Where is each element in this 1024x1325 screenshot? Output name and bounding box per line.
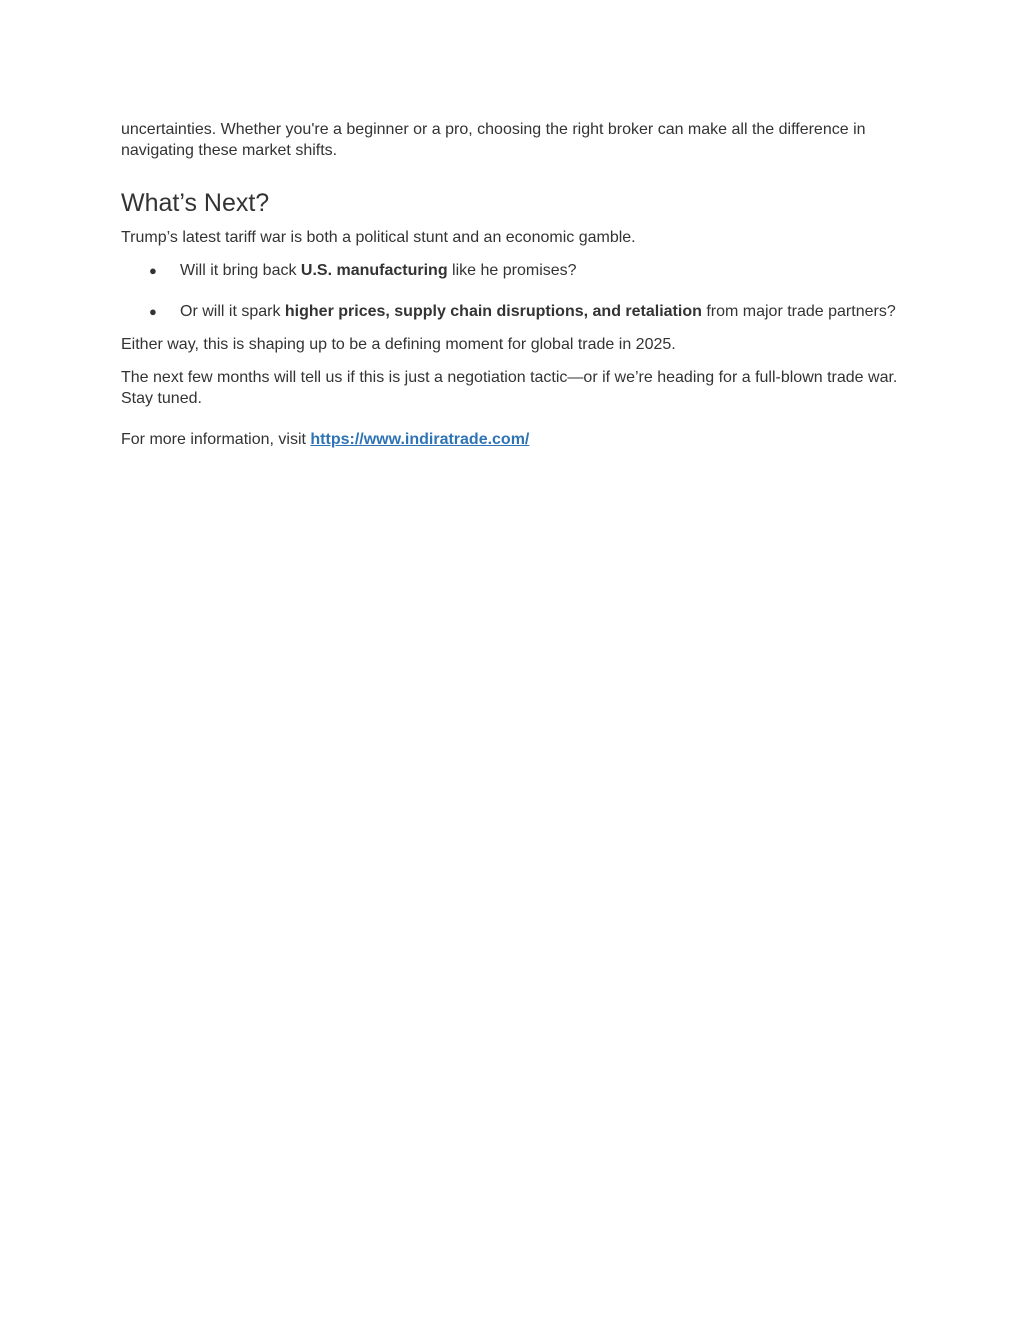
- bullet-icon: ●: [149, 263, 157, 278]
- section-heading: What’s Next?: [121, 189, 270, 217]
- list-item-text: like he promises?: [447, 262, 577, 279]
- list-item: [121, 260, 911, 281]
- question-list: [121, 260, 911, 322]
- list-item: [121, 301, 911, 322]
- list-item-text: Or will it spark: [180, 303, 285, 320]
- list-item-bold: U.S. manufacturing: [300, 262, 448, 279]
- intro-paragraph: uncertainties. Whether you're a beginner or a pro, choosing the right broker can make all the difference in navigating these market shifts.: [121, 121, 866, 159]
- either-paragraph: Either way, this is shaping up to be a defining moment for global trade in 2025.: [121, 336, 676, 353]
- more-info-prefix: For more information, visit: [121, 431, 311, 448]
- document-page: [121, 119, 911, 450]
- website-link[interactable]: https://www.indiratrade.com/: [310, 431, 530, 448]
- list-item-text: from major trade partners?: [701, 303, 896, 320]
- next-paragraph: The next few months will tell us if this is just a negotiation tactic—or if we’re heading for a full-blown trade war. Stay tuned.: [121, 369, 898, 407]
- lead-paragraph: Trump’s latest tariff war is both a political stunt and an economic gamble.: [121, 229, 636, 246]
- more-info-paragraph: [121, 429, 911, 450]
- list-item-text: Will it bring back: [180, 262, 301, 279]
- list-item-bold: higher prices, supply chain disruptions, and retaliation: [284, 303, 702, 320]
- bullet-icon: ●: [149, 304, 157, 319]
